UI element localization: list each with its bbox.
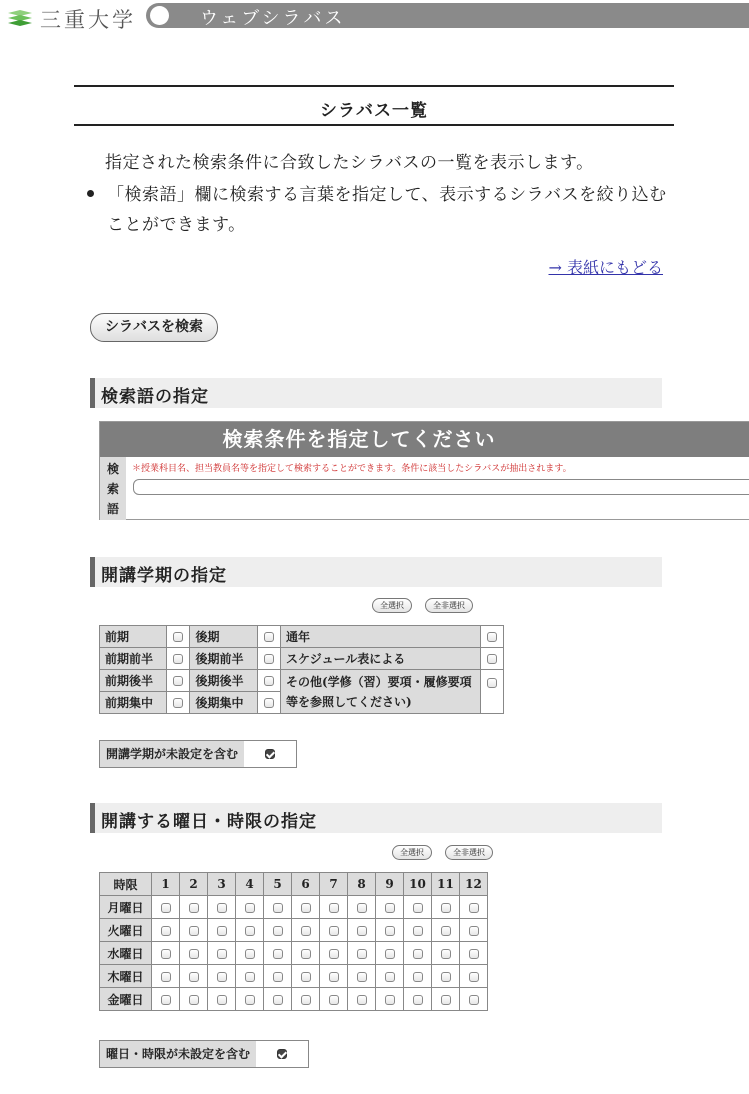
week-unset-checkbox-cell[interactable] <box>256 1041 308 1067</box>
period-checkbox-cell[interactable] <box>236 942 264 965</box>
term-label: 前期集中 <box>100 692 167 714</box>
checkbox[interactable] <box>173 654 183 664</box>
checkbox[interactable] <box>273 995 283 1005</box>
period-checkbox-cell[interactable] <box>460 988 488 1011</box>
checkbox[interactable] <box>469 972 479 982</box>
day-label: 火曜日 <box>100 919 152 942</box>
week-corner: 時限 <box>100 873 152 896</box>
period-checkbox-cell[interactable] <box>404 919 432 942</box>
period-checkbox-cell[interactable] <box>292 965 320 988</box>
term-label: 後期後半 <box>190 670 257 692</box>
period-checkbox-cell[interactable] <box>348 965 376 988</box>
period-header: 2 <box>180 873 208 896</box>
checkbox[interactable] <box>487 678 497 688</box>
period-checkbox-cell[interactable] <box>432 988 460 1011</box>
checkbox[interactable] <box>357 972 367 982</box>
term-checkbox-cell[interactable] <box>257 670 280 692</box>
checkbox[interactable] <box>469 949 479 959</box>
checkbox[interactable] <box>245 995 255 1005</box>
checkbox[interactable] <box>385 972 395 982</box>
checkbox[interactable] <box>161 903 171 913</box>
period-checkbox-cell[interactable] <box>432 942 460 965</box>
checkbox[interactable] <box>301 995 311 1005</box>
day-row <box>100 988 488 1011</box>
period-checkbox-cell[interactable] <box>292 988 320 1011</box>
keyword-input[interactable] <box>133 479 749 495</box>
term-unset-label: 開講学期が未設定を含む <box>100 741 244 767</box>
checkbox[interactable] <box>217 903 227 913</box>
checkbox[interactable] <box>173 632 183 642</box>
period-checkbox-cell[interactable] <box>404 896 432 919</box>
period-checkbox-cell[interactable] <box>180 919 208 942</box>
checkbox[interactable] <box>441 972 451 982</box>
checkbox[interactable] <box>273 903 283 913</box>
checkbox[interactable] <box>264 654 274 664</box>
side-label-char: 検 <box>106 462 119 476</box>
period-checkbox-cell[interactable] <box>152 965 180 988</box>
checkbox[interactable] <box>413 995 423 1005</box>
day-label: 月曜日 <box>100 896 152 919</box>
checkbox[interactable] <box>217 995 227 1005</box>
checkbox[interactable] <box>441 949 451 959</box>
period-checkbox-cell[interactable] <box>348 942 376 965</box>
period-header: 7 <box>320 873 348 896</box>
app-title-bar <box>146 3 749 28</box>
search-syllabus-button[interactable]: シラバスを検索 <box>90 313 218 342</box>
checkbox[interactable] <box>329 926 339 936</box>
term-label: 後期集中 <box>190 692 257 714</box>
keyword-side-label <box>100 457 126 520</box>
period-checkbox-cell[interactable] <box>236 965 264 988</box>
checkbox[interactable] <box>413 949 423 959</box>
term-table <box>99 625 504 714</box>
week-unset-checkbox[interactable] <box>277 1049 287 1059</box>
period-header: 9 <box>376 873 404 896</box>
period-checkbox-cell[interactable] <box>208 965 236 988</box>
term-checkbox-cell[interactable] <box>480 670 503 714</box>
period-checkbox-cell[interactable] <box>180 942 208 965</box>
period-checkbox-cell[interactable] <box>460 942 488 965</box>
checkbox[interactable] <box>413 972 423 982</box>
checkbox[interactable] <box>357 949 367 959</box>
term-select-all-button[interactable]: 全選択 <box>372 598 412 613</box>
checkbox[interactable] <box>189 949 199 959</box>
checkbox[interactable] <box>469 926 479 936</box>
period-checkbox-cell[interactable] <box>180 965 208 988</box>
term-label: 後期前半 <box>190 648 257 670</box>
checkbox[interactable] <box>357 903 367 913</box>
checkbox[interactable] <box>487 632 497 642</box>
period-checkbox-cell[interactable] <box>264 919 292 942</box>
checkbox[interactable] <box>329 995 339 1005</box>
side-label-char: 索 <box>106 482 119 496</box>
week-table <box>99 872 488 1011</box>
period-header: 10 <box>404 873 432 896</box>
checkbox[interactable] <box>273 949 283 959</box>
checkbox[interactable] <box>161 949 171 959</box>
term-checkbox-cell[interactable] <box>167 692 190 714</box>
term-checkbox-cell[interactable] <box>257 692 280 714</box>
period-checkbox-cell[interactable] <box>236 919 264 942</box>
period-checkbox-cell[interactable] <box>264 942 292 965</box>
period-checkbox-cell[interactable] <box>376 919 404 942</box>
period-header: 11 <box>432 873 460 896</box>
checkbox[interactable] <box>189 903 199 913</box>
title-top-rule <box>74 85 674 87</box>
bullet-text: 「検索語」欄に検索する言葉を指定して、表示するシラバスを絞り込むことができます。 <box>107 185 667 235</box>
checkbox[interactable] <box>385 926 395 936</box>
day-label: 水曜日 <box>100 942 152 965</box>
checkbox[interactable] <box>441 995 451 1005</box>
period-header: 5 <box>264 873 292 896</box>
keyword-box <box>99 421 749 520</box>
period-checkbox-cell[interactable] <box>208 988 236 1011</box>
period-checkbox-cell[interactable] <box>264 965 292 988</box>
term-label: 前期 <box>100 626 167 648</box>
period-checkbox-cell[interactable] <box>460 965 488 988</box>
period-header: 1 <box>152 873 180 896</box>
day-row <box>100 896 488 919</box>
week-header-row <box>100 873 488 896</box>
checkbox[interactable] <box>245 926 255 936</box>
keyword-box-title: 検索条件を指定してください <box>100 422 749 457</box>
checkbox[interactable] <box>264 632 274 642</box>
checkbox[interactable] <box>301 972 311 982</box>
period-header: 6 <box>292 873 320 896</box>
checkbox[interactable] <box>189 972 199 982</box>
term-checkbox-cell[interactable] <box>167 670 190 692</box>
back-to-cover-link[interactable]: → 表紙にもどる <box>548 258 663 277</box>
term-unset-checkbox[interactable] <box>265 749 275 759</box>
period-checkbox-cell[interactable] <box>264 896 292 919</box>
week-heading-text: 開講する曜日・時限の指定 <box>101 812 317 832</box>
week-select-all-button[interactable]: 全選択 <box>392 845 432 860</box>
period-header: 12 <box>460 873 488 896</box>
term-label: その他(学修（習）要項・履修要項等を参照してください) <box>280 670 480 714</box>
period-checkbox-cell[interactable] <box>180 896 208 919</box>
day-row <box>100 942 488 965</box>
checkbox[interactable] <box>173 698 183 708</box>
week-section-heading <box>90 803 662 833</box>
leaf-icon <box>6 9 34 29</box>
checkbox[interactable] <box>301 949 311 959</box>
checkbox[interactable] <box>264 676 274 686</box>
period-checkbox-cell[interactable] <box>376 965 404 988</box>
checkbox[interactable] <box>301 926 311 936</box>
period-checkbox-cell[interactable] <box>404 965 432 988</box>
period-checkbox-cell[interactable] <box>264 988 292 1011</box>
checkbox[interactable] <box>264 698 274 708</box>
checkbox[interactable] <box>161 995 171 1005</box>
checkbox[interactable] <box>441 903 451 913</box>
period-checkbox-cell[interactable] <box>348 988 376 1011</box>
period-checkbox-cell[interactable] <box>404 942 432 965</box>
period-checkbox-cell[interactable] <box>208 896 236 919</box>
keyword-section-heading <box>90 378 662 408</box>
term-label: 前期前半 <box>100 648 167 670</box>
term-unset-row <box>99 740 297 768</box>
checkbox[interactable] <box>189 995 199 1005</box>
period-checkbox-cell[interactable] <box>376 896 404 919</box>
term-section-heading <box>90 557 662 587</box>
checkbox[interactable] <box>273 972 283 982</box>
page-title: シラバス一覧 <box>320 101 428 121</box>
term-checkbox-cell[interactable] <box>257 648 280 670</box>
term-checkbox-cell[interactable] <box>480 626 503 648</box>
checkbox[interactable] <box>161 926 171 936</box>
checkbox[interactable] <box>329 972 339 982</box>
checkbox[interactable] <box>385 995 395 1005</box>
term-label: 前期後半 <box>100 670 167 692</box>
checkbox[interactable] <box>217 926 227 936</box>
checkbox[interactable] <box>245 903 255 913</box>
app-title: ウェブシラバス <box>200 8 346 29</box>
university-name: 三重大学 <box>40 8 136 32</box>
side-label-char: 語 <box>106 502 119 516</box>
top-header <box>0 0 749 34</box>
period-header: 4 <box>236 873 264 896</box>
period-header: 3 <box>208 873 236 896</box>
week-deselect-all-button[interactable]: 全非選択 <box>445 845 493 860</box>
period-checkbox-cell[interactable] <box>432 919 460 942</box>
checkbox[interactable] <box>217 972 227 982</box>
period-checkbox-cell[interactable] <box>320 919 348 942</box>
period-checkbox-cell[interactable] <box>320 942 348 965</box>
week-unset-label: 曜日・時限が未設定を含む <box>100 1041 256 1067</box>
period-checkbox-cell[interactable] <box>236 988 264 1011</box>
university-logo[interactable] <box>6 4 136 34</box>
term-checkbox-cell[interactable] <box>257 626 280 648</box>
checkbox[interactable] <box>357 926 367 936</box>
period-checkbox-cell[interactable] <box>152 988 180 1011</box>
term-checkbox-cell[interactable] <box>167 626 190 648</box>
period-checkbox-cell[interactable] <box>460 919 488 942</box>
checkbox[interactable] <box>413 903 423 913</box>
checkbox[interactable] <box>469 995 479 1005</box>
period-checkbox-cell[interactable] <box>180 988 208 1011</box>
day-row <box>100 965 488 988</box>
title-bar-dot <box>150 6 169 25</box>
period-checkbox-cell[interactable] <box>292 896 320 919</box>
period-checkbox-cell[interactable] <box>208 919 236 942</box>
checkbox[interactable] <box>385 903 395 913</box>
period-checkbox-cell[interactable] <box>348 919 376 942</box>
bullet-dot <box>87 190 94 197</box>
checkbox[interactable] <box>245 972 255 982</box>
day-label: 金曜日 <box>100 988 152 1011</box>
period-checkbox-cell[interactable] <box>292 919 320 942</box>
title-bottom-rule <box>74 124 674 126</box>
checkbox[interactable] <box>441 926 451 936</box>
period-checkbox-cell[interactable] <box>404 988 432 1011</box>
period-checkbox-cell[interactable] <box>152 919 180 942</box>
term-deselect-all-button[interactable]: 全非選択 <box>425 598 473 613</box>
period-checkbox-cell[interactable] <box>152 942 180 965</box>
checkbox[interactable] <box>329 903 339 913</box>
term-checkbox-cell[interactable] <box>480 648 503 670</box>
period-checkbox-cell[interactable] <box>292 942 320 965</box>
term-label: 後期 <box>190 626 257 648</box>
period-checkbox-cell[interactable] <box>432 896 460 919</box>
checkbox[interactable] <box>301 903 311 913</box>
checkbox[interactable] <box>161 972 171 982</box>
period-checkbox-cell[interactable] <box>460 896 488 919</box>
term-label: スケジュール表による <box>280 648 480 670</box>
checkbox[interactable] <box>469 903 479 913</box>
checkbox[interactable] <box>487 654 497 664</box>
term-heading-text: 開講学期の指定 <box>101 566 227 586</box>
day-label: 木曜日 <box>100 965 152 988</box>
checkbox[interactable] <box>273 926 283 936</box>
term-unset-checkbox-cell[interactable] <box>244 741 296 767</box>
intro-text: 指定された検索条件に合致したシラバスの一覧を表示します。 <box>105 153 594 173</box>
day-row <box>100 919 488 942</box>
period-checkbox-cell[interactable] <box>320 965 348 988</box>
checkbox[interactable] <box>217 949 227 959</box>
checkbox[interactable] <box>385 949 395 959</box>
week-unset-row <box>99 1040 309 1068</box>
period-checkbox-cell[interactable] <box>320 988 348 1011</box>
keyword-note: ＊授業科目名、担当教員名等を指定して検索することができます。条件に該当したシラバスが抽出されます。 <box>132 464 572 474</box>
term-checkbox-cell[interactable] <box>167 648 190 670</box>
period-checkbox-cell[interactable] <box>376 942 404 965</box>
period-checkbox-cell[interactable] <box>236 896 264 919</box>
checkbox[interactable] <box>357 995 367 1005</box>
period-checkbox-cell[interactable] <box>432 965 460 988</box>
keyword-heading-text: 検索語の指定 <box>101 387 209 407</box>
checkbox[interactable] <box>329 949 339 959</box>
period-checkbox-cell[interactable] <box>376 988 404 1011</box>
period-checkbox-cell[interactable] <box>152 896 180 919</box>
period-checkbox-cell[interactable] <box>348 896 376 919</box>
period-checkbox-cell[interactable] <box>208 942 236 965</box>
checkbox[interactable] <box>245 949 255 959</box>
checkbox[interactable] <box>173 676 183 686</box>
term-label: 通年 <box>280 626 480 648</box>
checkbox[interactable] <box>189 926 199 936</box>
period-checkbox-cell[interactable] <box>320 896 348 919</box>
checkbox[interactable] <box>413 926 423 936</box>
period-header: 8 <box>348 873 376 896</box>
